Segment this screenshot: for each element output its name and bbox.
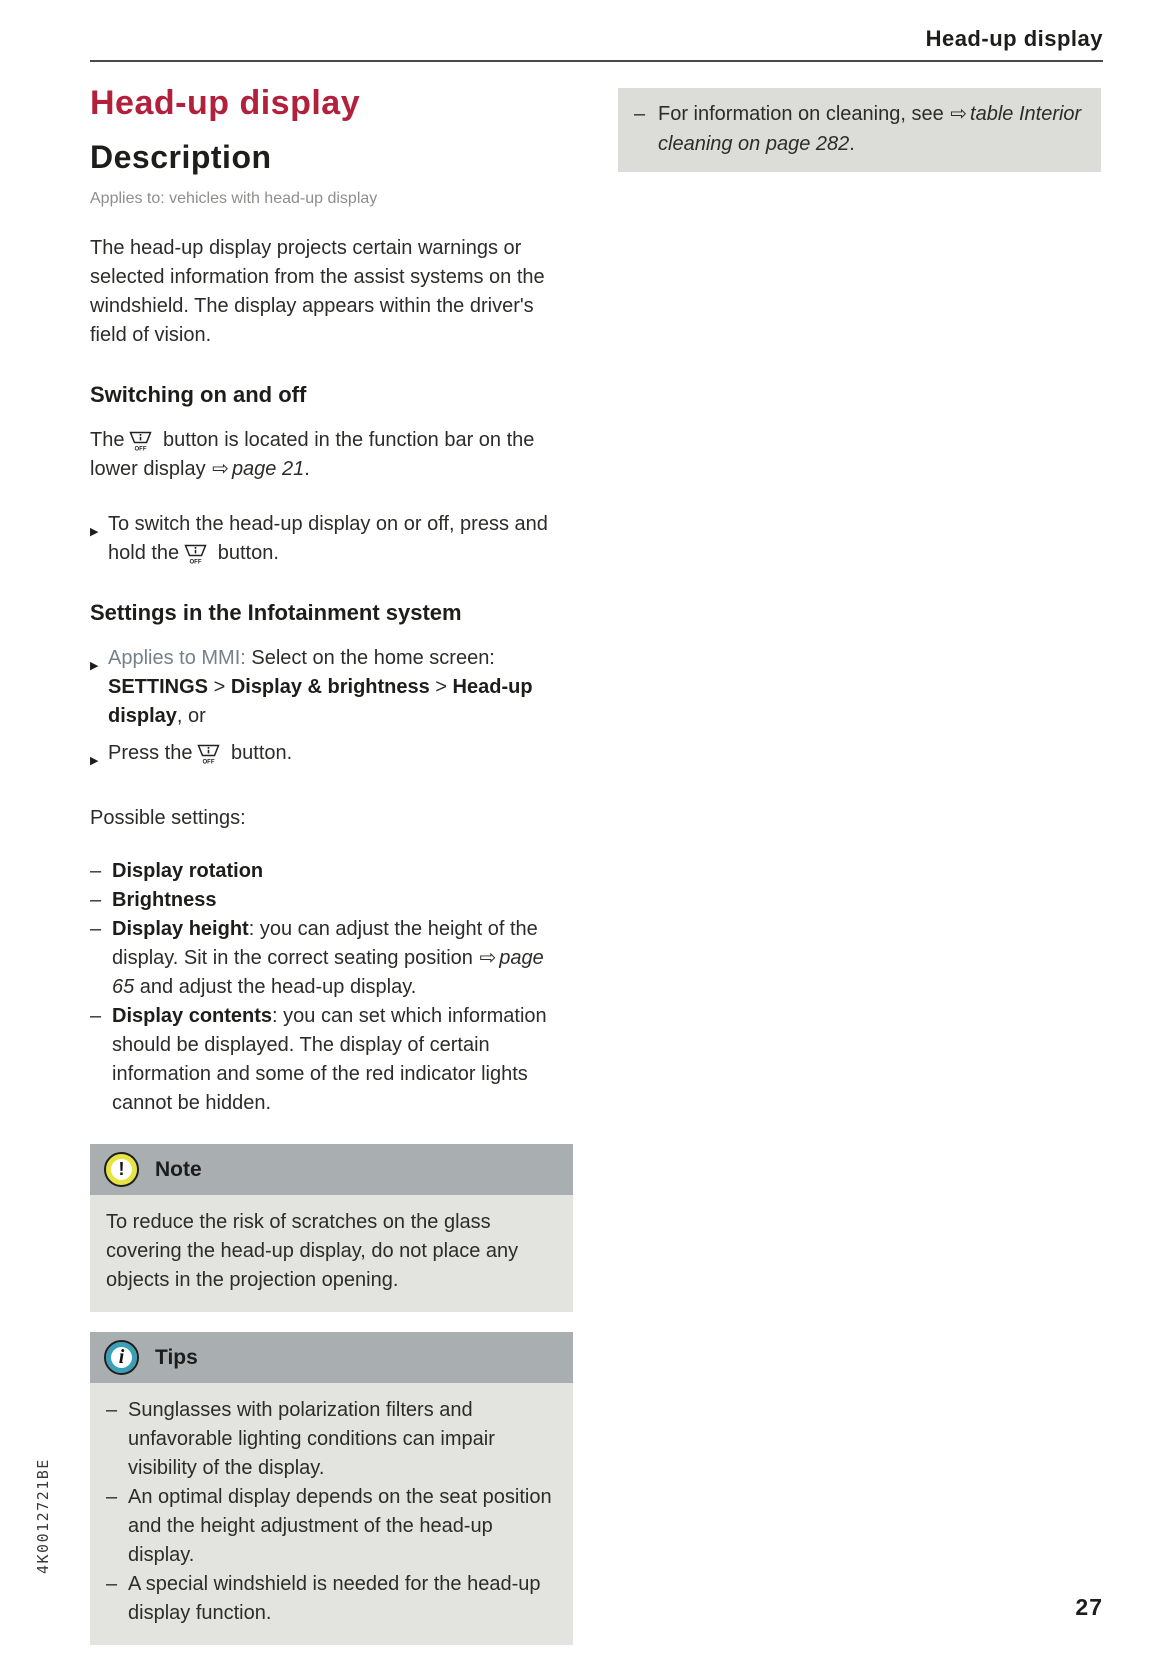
text: , or — [176, 705, 206, 727]
setting-item-display-height — [90, 915, 566, 1002]
page-65-reference: page 65 — [112, 947, 544, 998]
action-item-text — [108, 644, 556, 731]
cleaning-reference-text — [658, 99, 1087, 159]
note-callout-body: To reduce the risk of scratches on the glass covering the head-up display, do not place any objects in the projection opening. — [90, 1195, 573, 1312]
tips-info-icon: i — [104, 1340, 139, 1375]
action-item-text — [108, 510, 556, 568]
hud-off-button-icon — [182, 542, 209, 565]
reference-arrow-icon: ⇨ — [479, 947, 497, 969]
tips-callout — [90, 1332, 573, 1645]
tips-callout-body — [90, 1383, 573, 1645]
text: button. — [212, 542, 279, 564]
action-item-switch — [90, 510, 556, 568]
setting-item-rotation — [90, 857, 566, 886]
hud-off-button-icon — [127, 429, 154, 452]
cleaning-text: For information on cleaning, see — [658, 103, 950, 125]
note-callout-header — [90, 1144, 573, 1195]
text: The — [90, 429, 125, 451]
menu-path-separator: > — [208, 676, 231, 698]
note-warning-icon: ! — [104, 1152, 139, 1187]
dash-marker: – — [634, 103, 646, 125]
triangle-bullet-icon: ▶ — [90, 660, 99, 672]
tips-callout-title: Tips — [155, 1345, 198, 1369]
menu-path-head-up-display: Head-up display — [108, 676, 533, 727]
tip-item — [106, 1483, 557, 1570]
page-number: 27 — [1075, 1594, 1103, 1620]
text: button. — [225, 742, 293, 764]
document-code: 4K0012721BE — [34, 1458, 52, 1574]
menu-path-separator: > — [429, 676, 453, 698]
dash-marker: – — [106, 1399, 118, 1421]
menu-path-display-brightness: Display & brightness — [230, 676, 430, 698]
period: . — [849, 133, 855, 155]
hud-off-label: OFF — [202, 759, 215, 765]
text: Press the — [108, 742, 193, 764]
note-callout — [90, 1144, 573, 1312]
right-column — [618, 88, 1101, 172]
switching-paragraph — [90, 426, 556, 484]
header-rule — [90, 60, 1103, 62]
article-title: Head-up display — [90, 84, 361, 122]
tip-item — [106, 1396, 557, 1483]
text: To switch the head-up display on or off, press and hold the — [108, 513, 548, 564]
hud-off-button-icon — [195, 742, 222, 765]
tip-text: An optimal display depends on the seat position and the height adjustment of the head-up display. — [128, 1486, 552, 1566]
dash-marker: – — [90, 860, 102, 882]
setting-item-brightness — [90, 886, 566, 915]
left-column — [90, 84, 578, 1645]
text: and adjust the head-up display. — [134, 976, 417, 998]
text: button is located in the function bar on the lower display — [90, 429, 535, 480]
tip-text: A special windshield is needed for the head-up display function. — [128, 1573, 541, 1624]
action-item-mmi — [90, 644, 556, 731]
action-item-press — [90, 739, 556, 776]
dash-marker: – — [106, 1486, 118, 1508]
applies-to-note: Applies to: vehicles with head-up display — [90, 190, 378, 207]
cleaning-reference-link: table Interior cleaning on page 282 — [658, 103, 1082, 155]
text: : you can set which information should be displayed. The display of certain information and some of the red indicator lights cannot be hidden. — [112, 1005, 547, 1114]
applies-to-mmi-label: Applies to MMI: — [108, 647, 252, 669]
dash-marker: – — [90, 889, 102, 911]
hud-off-label: OFF — [134, 446, 147, 452]
note-callout-title: Note — [155, 1157, 202, 1181]
triangle-bullet-icon: ▶ — [90, 755, 99, 767]
setting-text — [112, 1002, 566, 1118]
intro-paragraph: The head-up display projects certain warnings or selected information from the assist systems on the windshield. The display appears within the driver's field of vision. — [90, 237, 545, 346]
cleaning-reference-note — [618, 88, 1101, 172]
tip-text: Sunglasses with polarization filters and unfavorable lighting conditions can impair visibility of the display. — [128, 1399, 495, 1479]
setting-item-display-contents — [90, 1002, 566, 1118]
menu-path-settings: SETTINGS — [108, 676, 209, 698]
possible-settings-intro: Possible settings: — [90, 807, 246, 829]
running-header-title: Head-up display — [925, 26, 1103, 51]
text: : you can adjust the height of the display. Sit in the correct seating position — [112, 918, 538, 969]
section-title: Description — [90, 139, 272, 175]
hud-off-label: OFF — [189, 559, 202, 565]
setting-name: Display rotation — [112, 860, 264, 882]
setting-name: Display height — [112, 918, 249, 940]
page-21-reference: page 21 — [231, 458, 305, 480]
setting-text — [112, 886, 566, 915]
dash-marker: – — [90, 1005, 102, 1027]
reference-arrow-icon: ⇨ — [212, 458, 229, 480]
tip-item — [106, 1570, 557, 1628]
triangle-bullet-icon: ▶ — [90, 526, 99, 538]
setting-text — [112, 915, 566, 1002]
subheading-switching: Switching on and off — [90, 382, 307, 407]
setting-name: Brightness — [112, 889, 217, 911]
dash-marker: – — [106, 1573, 118, 1595]
period: . — [304, 458, 310, 480]
action-item-text — [108, 739, 292, 776]
setting-name: Display contents — [112, 1005, 273, 1027]
tips-callout-header — [90, 1332, 573, 1383]
text: Select on the home screen: — [251, 647, 495, 669]
reference-arrow-icon: ⇨ — [950, 103, 968, 125]
dash-marker: – — [90, 918, 102, 940]
subheading-infotainment: Settings in the Infotainment system — [90, 600, 462, 625]
setting-text — [112, 857, 566, 886]
